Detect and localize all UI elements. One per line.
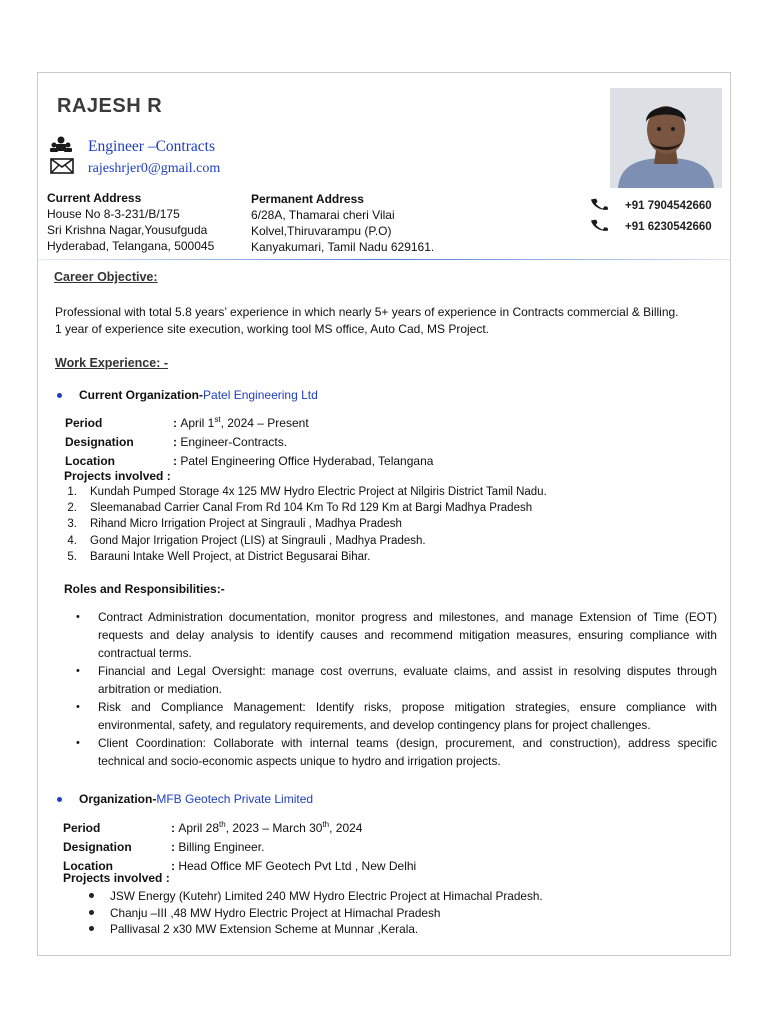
organization-name: MFB Geotech Private Limited: [156, 792, 314, 806]
period-value: April 1st, 2024 – Present: [180, 415, 309, 430]
roles-heading: Roles and Responsibilities:-: [64, 582, 225, 596]
permanent-address: [251, 191, 434, 255]
location-value: Head Office MF Geotech Pvt Ltd , New Delhi: [178, 859, 417, 873]
org-chart-icon: [50, 136, 72, 157]
job-title-row: [50, 136, 215, 157]
location-value: Patel Engineering Office Hyderabad, Telangana: [180, 454, 434, 468]
job-title: Engineer –Contracts: [88, 137, 215, 155]
phone-row-1: [591, 197, 712, 214]
previous-projects-list: [89, 888, 689, 938]
phone-number[interactable]: +91 6230542660: [625, 220, 712, 233]
bullet-icon: [57, 393, 62, 398]
current-projects-list: [55, 484, 695, 565]
permanent-address-line: Kolvel,Thiruvarampu (P.O): [251, 224, 392, 238]
list-item: • Client Coordination: Collaborate with internal teams (design, procurement, and construction), address specific technical and socio-economic aspects unique to hydro and irrigation projects.: [76, 736, 717, 768]
list-item: Pallivasal 2 x30 MW Extension Scheme at Munnar ,Kerala.: [89, 921, 689, 938]
period-key: Period: [63, 821, 101, 835]
designation-value: Billing Engineer.: [178, 840, 265, 854]
resume-page: [37, 72, 731, 956]
list-item: 4. Gond Major Irrigation Project (LIS) at Singrauli , Madhya Pradesh.: [67, 534, 426, 547]
email-row: [50, 158, 220, 179]
designation-row: Designation : Engineer-Contracts.: [65, 433, 433, 452]
previous-details: [63, 815, 416, 876]
designation-row: Designation : Billing Engineer.: [63, 838, 416, 857]
permanent-address-line: Kanyakumari, Tamil Nadu 629161.: [251, 240, 435, 254]
period-value: April 28th, 2023 – March 30th, 2024: [178, 820, 363, 835]
bullet-icon: [57, 797, 62, 802]
location-key: Location: [65, 454, 115, 468]
career-objective-heading: Career Objective:: [54, 270, 158, 284]
projects-involved-heading: Projects involved :: [63, 871, 170, 885]
list-item: 1. Kundah Pumped Storage 4x 125 MW Hydro Electric Project at Nilgiris District Tamil Nadu.: [67, 486, 547, 498]
list-item: 3. Rihand Micro Irrigation Project at Singrauli , Madhya Pradesh: [67, 518, 402, 531]
career-objective-line: Professional with total 5.8 years’ experience in which nearly 5+ years of experience in Contracts commercial & Billing.: [55, 305, 679, 319]
period-row: Period : April 28th, 2023 – March 30th, 2024: [63, 815, 416, 838]
list-item: Chanju –III ,48 MW Hydro Electric Project at Himachal Pradesh: [89, 905, 689, 922]
career-objective-text: [55, 304, 723, 337]
list-item: • Risk and Compliance Management: Identify risks, propose mitigation strategies, ensure compliance with environmental, safety, and regulatory requirements, and develop contingency plans for project challenges.: [76, 700, 717, 732]
projects-involved-heading: Projects involved :: [64, 469, 171, 483]
list-item: 5. Barauni Intake Well Project, at District Begusarai Bihar.: [67, 550, 371, 563]
current-address-heading: Current Address: [47, 191, 142, 205]
current-address-line: Hyderabad, Telangana, 500045: [47, 239, 215, 253]
permanent-address-heading: Permanent Address: [251, 192, 364, 206]
profile-photo: [610, 88, 722, 188]
phone-icon: [591, 218, 625, 235]
current-organization: [57, 388, 318, 402]
header-divider: [38, 259, 730, 260]
location-key: Location: [63, 859, 113, 873]
permanent-address-line: 6/28A, Thamarai cheri Vilai: [251, 208, 395, 222]
current-details: [65, 410, 433, 471]
list-item: • Contract Administration documentation, monitor progress and milestones, and manage Extension of Time (EOT) requests and delay analysis to identify causes and recommend mitigation measures, ensuring compliance with contractual terms.: [76, 610, 717, 660]
current-address-line: House No 8-3-231/B/175: [47, 207, 180, 221]
designation-value: Engineer-Contracts.: [180, 435, 288, 449]
candidate-name: RAJESH R: [57, 95, 163, 117]
phone-row-2: [591, 218, 712, 235]
location-row: Location : Head Office MF Geotech Pvt Ltd , New Delhi: [63, 857, 416, 876]
phone-number[interactable]: +91 7904542660: [625, 199, 712, 212]
envelope-icon: [50, 158, 74, 179]
location-row: Location : Patel Engineering Office Hyderabad, Telangana: [65, 452, 433, 471]
list-item: JSW Energy (Kutehr) Limited 240 MW Hydro Electric Project at Himachal Pradesh.: [89, 888, 689, 905]
list-item: 2. Sleemanabad Carrier Canal From Rd 104 Km To Rd 129 Km at Bargi Madhya Pradesh: [67, 502, 533, 515]
career-objective-line: 1 year of experience site execution, working tool MS office, Auto Cad, MS Project.: [55, 321, 489, 336]
organization-name: Patel Engineering Ltd: [203, 388, 318, 402]
current-address-line: Sri Krishna Nagar,Yousufguda: [47, 223, 208, 237]
phone-icon: [591, 197, 625, 214]
previous-organization: [57, 792, 313, 806]
work-experience-heading: Work Experience: -: [55, 356, 169, 370]
organization-label: Organization-: [79, 792, 157, 806]
current-address: [47, 190, 214, 254]
organization-label: Current Organization-: [79, 388, 204, 402]
email-link[interactable]: rajeshrjer0@gmail.com: [88, 160, 221, 176]
designation-key: Designation: [63, 840, 132, 854]
roles-list: [76, 608, 717, 770]
list-item: • Financial and Legal Oversight: manage cost overruns, evaluate claims, and assist in resolving disputes through arbitration or mediation.: [76, 664, 717, 696]
period-row: Period : April 1st, 2024 – Present: [65, 410, 433, 433]
period-key: Period: [65, 416, 103, 430]
designation-key: Designation: [65, 435, 134, 449]
